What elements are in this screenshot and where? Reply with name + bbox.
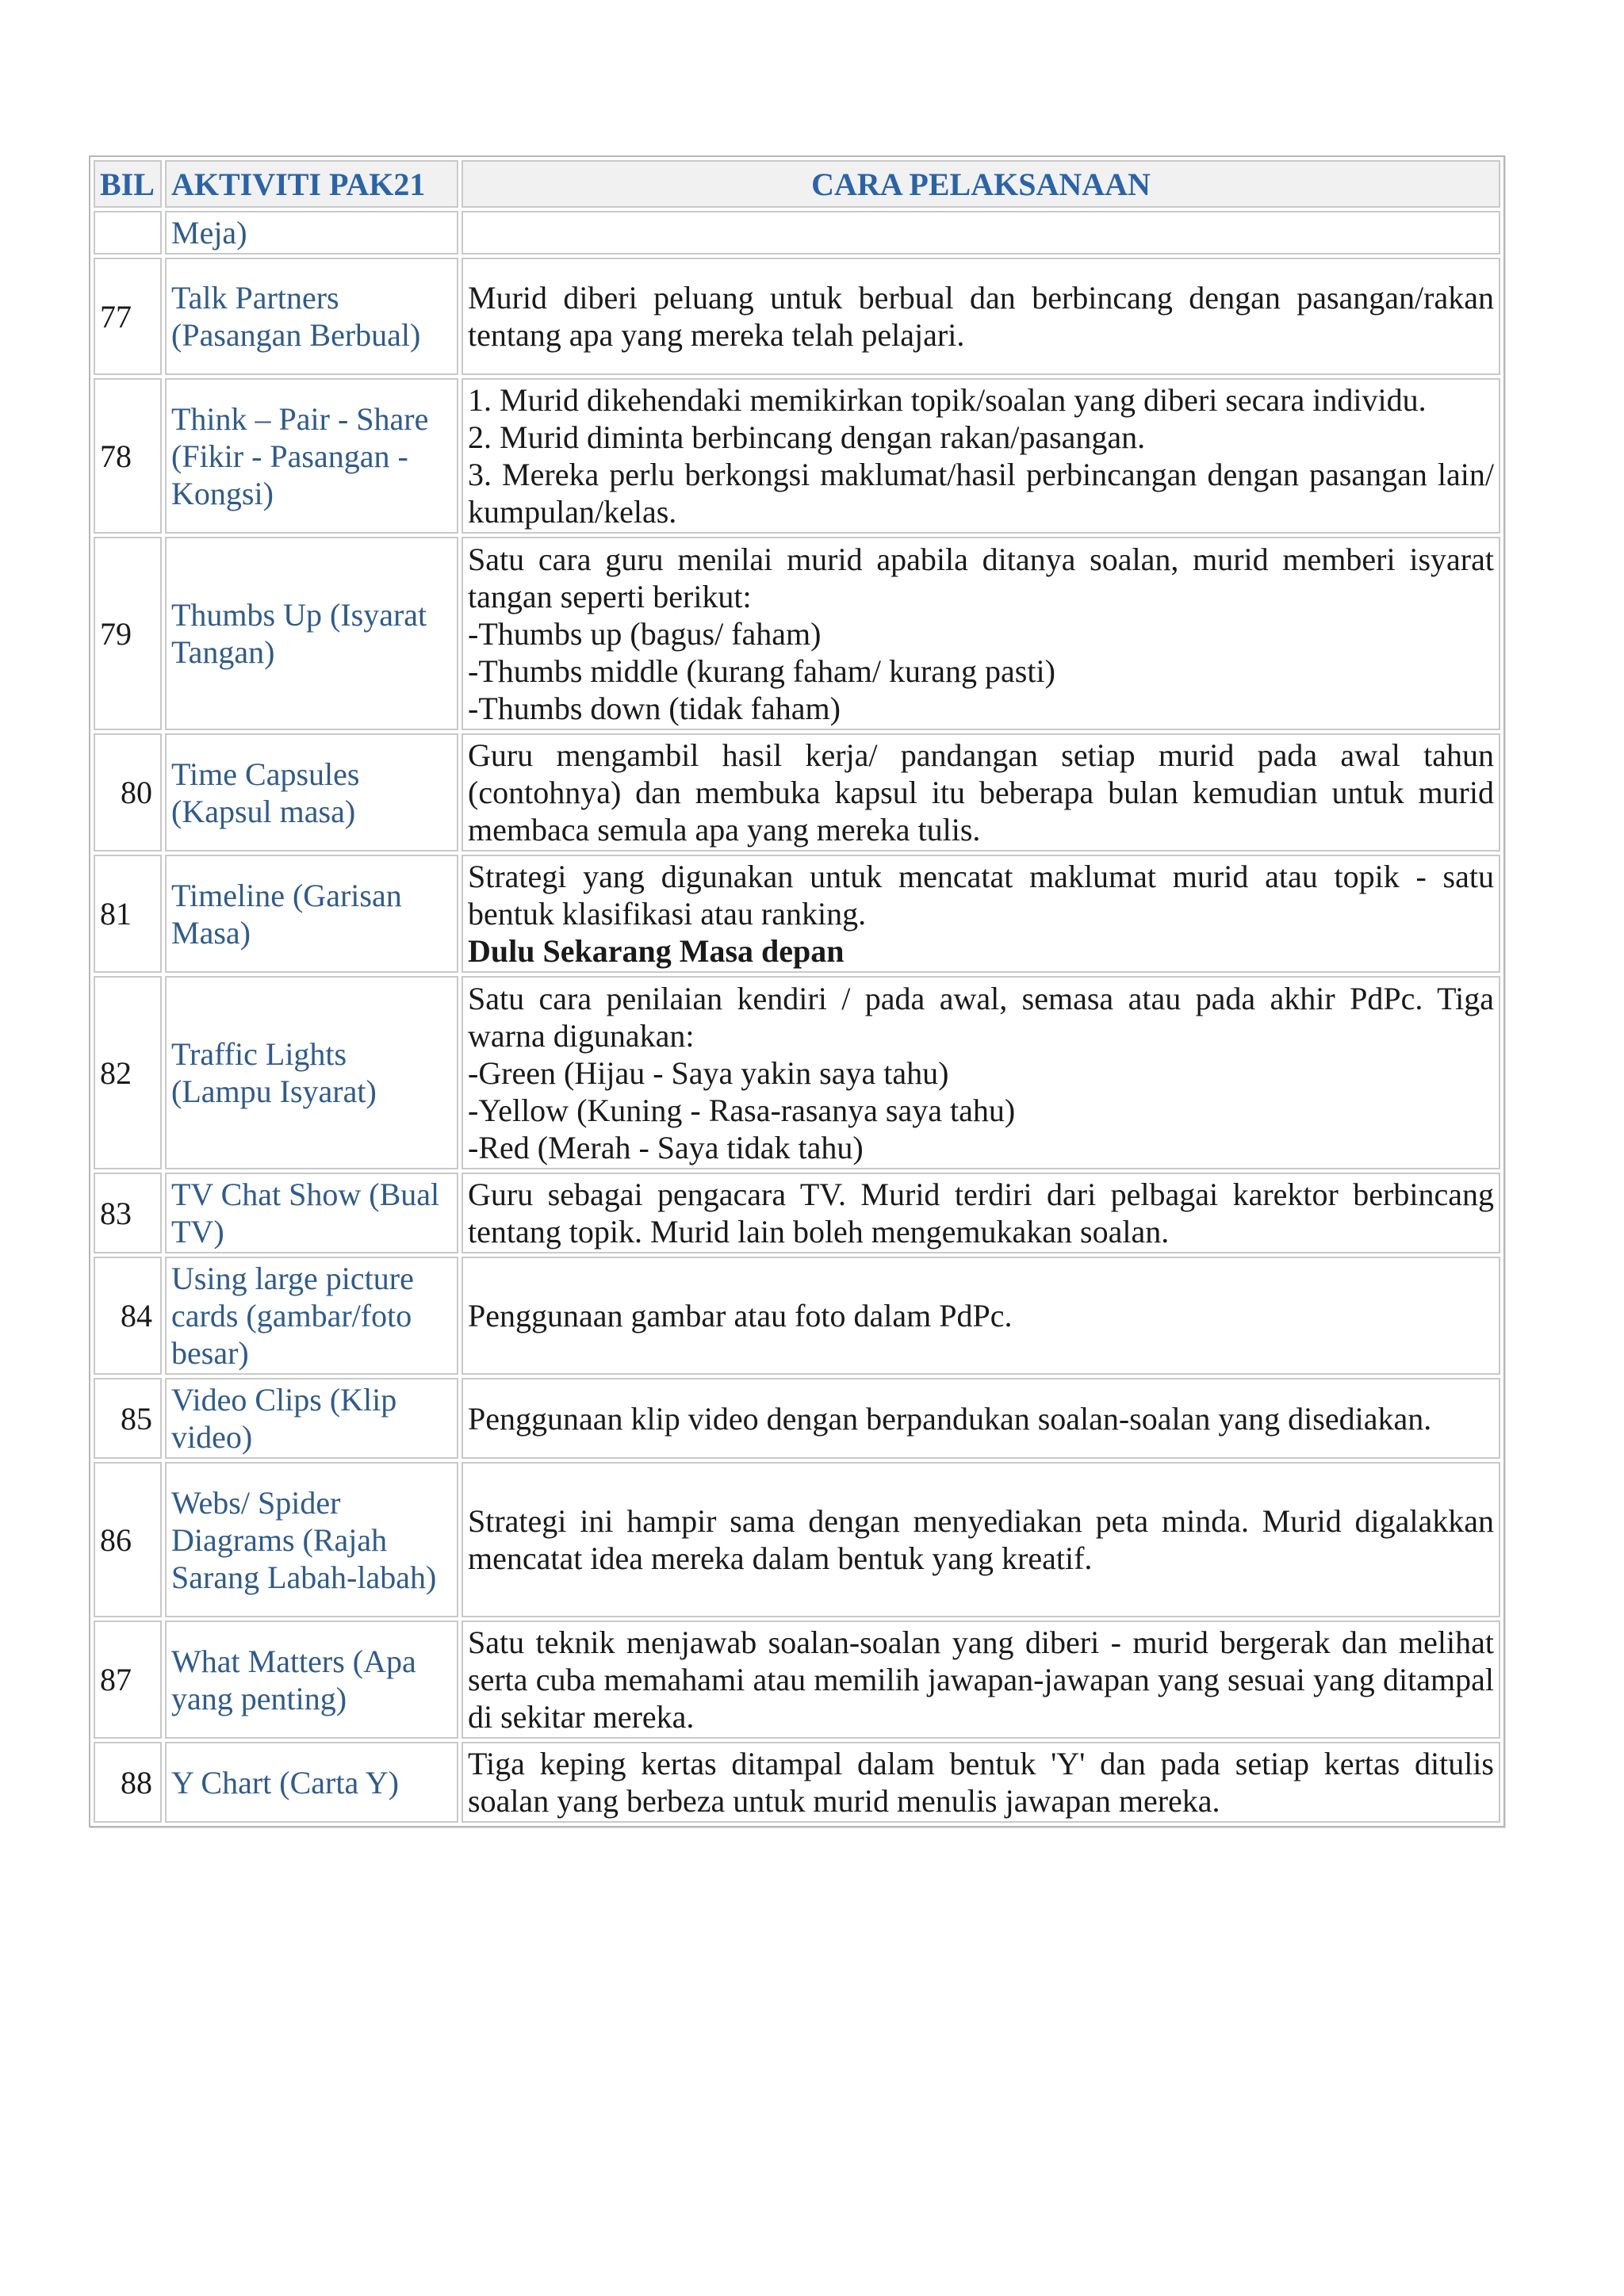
activity-name	[165, 1462, 458, 1617]
method-bold-line: Dulu Sekarang Masa depan	[468, 933, 845, 969]
method-line: -Green (Hijau - Saya yakin saya tahu)	[468, 1054, 949, 1091]
table-row	[94, 378, 1500, 534]
header-bil: BIL	[94, 160, 162, 208]
activity-name	[165, 211, 458, 254]
activity-name	[165, 1621, 458, 1739]
table-row	[94, 1257, 1500, 1375]
activity-line: Meja)	[171, 215, 247, 251]
method-line: Satu cara penilaian kendiri / pada awal, semasa atau pada akhir PdPc. Tiga warna digunakan:	[468, 980, 1494, 1054]
row-number: 85	[94, 1378, 162, 1459]
activity-name	[165, 855, 458, 973]
method-line: Guru sebagai pengacara TV. Murid terdiri dari pelbagai karektor berbincang tentang topik. Murid lain boleh mengemukakan soalan.	[468, 1177, 1494, 1249]
row-number: 82	[94, 976, 162, 1169]
activity-name	[165, 258, 458, 375]
method-description	[462, 733, 1500, 851]
activity-line: Kongsi)	[171, 475, 274, 511]
row-number: 84	[94, 1257, 162, 1375]
activity-line: (Pasangan	[171, 317, 302, 353]
activity-line: Berbual)	[309, 317, 421, 353]
activity-line: Traffic Lights	[171, 1036, 347, 1072]
row-number: 80	[94, 733, 162, 851]
table-row	[94, 211, 1500, 254]
method-description	[462, 258, 1500, 375]
method-line: -Thumbs middle (kurang faham/ kurang pasti)	[468, 652, 1055, 689]
activity-line: TV Chat Show (Bual	[171, 1177, 440, 1212]
table-row	[94, 733, 1500, 851]
table-row	[94, 1173, 1500, 1253]
activity-line: Y Chart (Carta Y)	[171, 1764, 399, 1800]
method-line: Satu cara guru menilai murid apabila ditanya soalan, murid memberi isyarat tangan seperti berikut:	[468, 541, 1494, 614]
method-description	[462, 378, 1500, 534]
activity-name	[165, 378, 458, 534]
method-line: Satu teknik menjawab soalan-soalan yang diberi - murid bergerak dan melihat serta cuba memahami atau memilih jawapan-jawapan yang sesuai yang ditampal di sekitar mereka.	[468, 1624, 1494, 1735]
activity-line: Labah-labah)	[267, 1559, 437, 1595]
activity-line: TV)	[171, 1214, 224, 1249]
method-description	[462, 976, 1500, 1169]
row-number: 86	[94, 1462, 162, 1617]
method-description	[462, 1257, 1500, 1375]
method-line: 3. Mereka perlu berkongsi maklumat/hasil perbincangan dengan pasangan lain/ kumpulan/kelas.	[468, 457, 1494, 530]
row-number: 81	[94, 855, 162, 973]
method-description	[462, 537, 1500, 730]
table-row	[94, 855, 1500, 973]
activity-line: Masa)	[171, 914, 251, 951]
method-line: 1. Murid dikehendaki memikirkan topik/soalan yang diberi secara individu.	[468, 382, 1427, 418]
activity-name	[165, 976, 458, 1169]
activity-line: Time Capsules	[171, 756, 360, 792]
table-row	[94, 537, 1500, 730]
activity-name	[165, 1742, 458, 1823]
activity-line: (Lampu Isyarat)	[171, 1073, 377, 1109]
table-header-row	[94, 160, 1500, 208]
header-activity: AKTIVITI PAK21	[165, 160, 458, 208]
activity-line: (Fikir - Pasangan -	[171, 438, 408, 474]
row-number: 87	[94, 1621, 162, 1739]
method-line: Tiga keping kertas ditampal dalam bentuk 'Y' dan pada setiap kertas ditulis soalan yang berbeza untuk murid menulis jawapan mereka.	[468, 1746, 1494, 1819]
method-description	[462, 1462, 1500, 1617]
activity-line: cards (gambar/foto	[171, 1298, 412, 1334]
activity-line: Webs/	[171, 1484, 250, 1521]
activity-line: What Matters (Apa	[171, 1643, 416, 1679]
method-line: 2. Murid diminta berbincang dengan rakan/pasangan.	[468, 419, 1146, 455]
method-line: Penggunaan gambar atau foto dalam PdPc.	[468, 1298, 1013, 1334]
method-description	[462, 211, 1500, 254]
table-row	[94, 1742, 1500, 1823]
table-row	[94, 1621, 1500, 1739]
activity-name	[165, 1257, 458, 1375]
method-line: Strategi yang digunakan untuk mencatat maklumat murid atau topik - satu bentuk klasifikasi atau ranking.	[468, 859, 1494, 932]
method-line: Murid diberi peluang untuk berbual dan berbincang dengan pasangan/rakan tentang apa yang mereka telah pelajari.	[468, 280, 1494, 353]
method-line: Strategi ini hampir sama dengan menyediakan peta minda. Murid digalakkan mencatat idea mereka dalam bentuk yang kreatif.	[468, 1503, 1494, 1576]
table-row	[94, 258, 1500, 375]
activity-line: Spider Diagrams	[171, 1484, 341, 1558]
row-number: 83	[94, 1173, 162, 1253]
method-line: -Thumbs down (tidak faham)	[468, 690, 841, 726]
activity-line: Thumbs Up (Isyarat	[171, 597, 427, 633]
method-line: -Yellow (Kuning - Rasa-rasanya saya tahu)	[468, 1092, 1016, 1128]
method-line: -Red (Merah - Saya tidak tahu)	[468, 1129, 864, 1165]
method-line: -Thumbs up (bagus/ faham)	[468, 615, 822, 652]
activity-name	[165, 733, 458, 851]
row-number: 79	[94, 537, 162, 730]
activity-line: yang penting)	[171, 1680, 347, 1716]
method-description	[462, 855, 1500, 973]
activity-line: video)	[171, 1419, 253, 1455]
activity-line: Think – Pair - Share	[171, 400, 429, 437]
row-number	[94, 211, 162, 254]
activity-line: Timeline (Garisan	[171, 877, 402, 913]
method-description	[462, 1378, 1500, 1459]
method-description	[462, 1621, 1500, 1739]
activity-line: (Rajah Sarang	[171, 1521, 388, 1595]
method-line: Penggunaan klip video dengan berpandukan soalan-soalan yang disediakan.	[468, 1400, 1432, 1437]
table-row	[94, 1378, 1500, 1459]
activity-line: besar)	[171, 1335, 249, 1371]
activity-line: Talk Partners	[171, 280, 339, 316]
row-number: 88	[94, 1742, 162, 1823]
activity-name	[165, 1378, 458, 1459]
activity-name	[165, 1173, 458, 1253]
pak21-activity-table	[89, 155, 1505, 1827]
method-line: Guru mengambil hasil kerja/ pandangan setiap murid pada awal tahun (contohnya) dan membuka kapsul itu beberapa bulan kemudian untuk murid membaca semula apa yang mereka tulis.	[468, 737, 1494, 848]
activity-line: Tangan)	[171, 634, 275, 670]
header-method: CARA PELAKSANAAN	[462, 160, 1500, 208]
method-description	[462, 1173, 1500, 1253]
table-row	[94, 1462, 1500, 1617]
row-number: 78	[94, 378, 162, 534]
activity-name	[165, 537, 458, 730]
activity-line: Video Clips (Klip	[171, 1382, 397, 1418]
table-row	[94, 976, 1500, 1169]
row-number: 77	[94, 258, 162, 375]
activity-line: Using large picture	[171, 1261, 414, 1296]
activity-line: (Kapsul masa)	[171, 793, 356, 829]
method-description	[462, 1742, 1500, 1823]
